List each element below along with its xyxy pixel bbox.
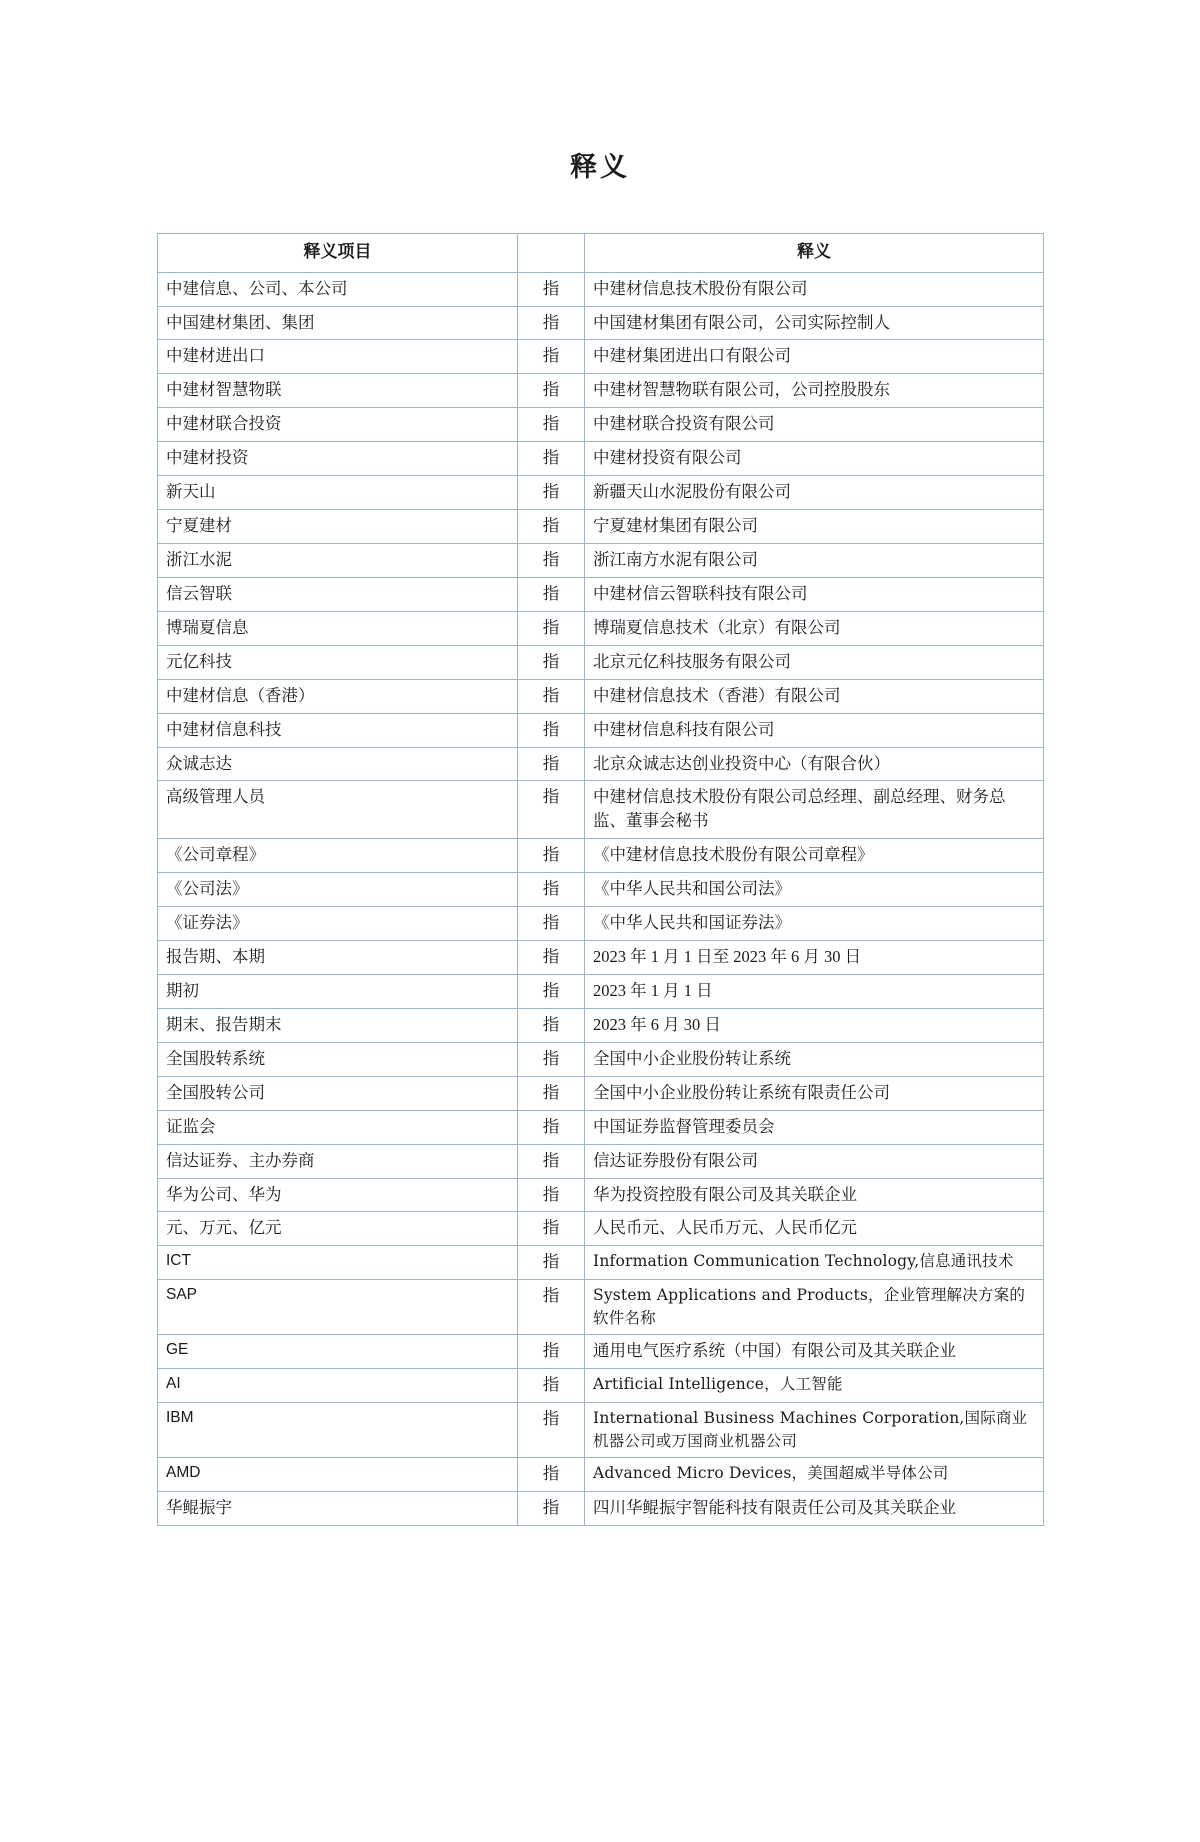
table-row bbox=[158, 611, 1044, 645]
cell-meaning: System Applications and Products，企业管理解决方案的软件名称 bbox=[585, 1280, 1044, 1335]
cell-term: 华鲲振宇 bbox=[158, 1491, 518, 1525]
cell-mark: 指 bbox=[518, 941, 585, 975]
cell-term: 中建材投资 bbox=[158, 442, 518, 476]
table-row bbox=[158, 1246, 1044, 1280]
cell-mark: 指 bbox=[518, 306, 585, 340]
table-row bbox=[158, 873, 1044, 907]
table-row bbox=[158, 476, 1044, 510]
cell-mark: 指 bbox=[518, 781, 585, 839]
cell-meaning: 《中建材信息技术股份有限公司章程》 bbox=[585, 839, 1044, 873]
cell-term: 证监会 bbox=[158, 1110, 518, 1144]
cell-term: AMD bbox=[158, 1458, 518, 1492]
cell-mark: 指 bbox=[518, 713, 585, 747]
cell-mark: 指 bbox=[518, 907, 585, 941]
table-row bbox=[158, 510, 1044, 544]
table-row bbox=[158, 577, 1044, 611]
cell-term: SAP bbox=[158, 1280, 518, 1335]
cell-meaning: 中建材投资有限公司 bbox=[585, 442, 1044, 476]
table-row bbox=[158, 1178, 1044, 1212]
cell-mark: 指 bbox=[518, 1246, 585, 1280]
cell-term: 中建信息、公司、本公司 bbox=[158, 272, 518, 306]
table-row bbox=[158, 1042, 1044, 1076]
cell-meaning: 《中华人民共和国证券法》 bbox=[585, 907, 1044, 941]
column-header-term: 释义项目 bbox=[158, 234, 518, 273]
cell-mark: 指 bbox=[518, 747, 585, 781]
table-row bbox=[158, 1369, 1044, 1403]
table-row bbox=[158, 544, 1044, 578]
table-row bbox=[158, 1008, 1044, 1042]
table-row bbox=[158, 1335, 1044, 1369]
cell-mark: 指 bbox=[518, 510, 585, 544]
cell-term: 新天山 bbox=[158, 476, 518, 510]
cell-meaning: 北京众诚志达创业投资中心（有限合伙） bbox=[585, 747, 1044, 781]
cell-mark: 指 bbox=[518, 645, 585, 679]
cell-meaning: 北京元亿科技服务有限公司 bbox=[585, 645, 1044, 679]
cell-meaning: 2023 年 6 月 30 日 bbox=[585, 1008, 1044, 1042]
cell-meaning: 人民币元、人民币万元、人民币亿元 bbox=[585, 1212, 1044, 1246]
table-row bbox=[158, 941, 1044, 975]
cell-term: 《公司章程》 bbox=[158, 839, 518, 873]
cell-term: ICT bbox=[158, 1246, 518, 1280]
definitions-table bbox=[157, 233, 1044, 1526]
cell-term: 中国建材集团、集团 bbox=[158, 306, 518, 340]
cell-meaning: 中建材信云智联科技有限公司 bbox=[585, 577, 1044, 611]
table-row bbox=[158, 408, 1044, 442]
cell-term: 全国股转公司 bbox=[158, 1076, 518, 1110]
cell-meaning: 浙江南方水泥有限公司 bbox=[585, 544, 1044, 578]
cell-term: 中建材智慧物联 bbox=[158, 374, 518, 408]
cell-mark: 指 bbox=[518, 975, 585, 1009]
table-row bbox=[158, 1458, 1044, 1492]
cell-meaning: 2023 年 1 月 1 日至 2023 年 6 月 30 日 bbox=[585, 941, 1044, 975]
cell-meaning: 中建材信息技术股份有限公司 bbox=[585, 272, 1044, 306]
cell-term: 华为公司、华为 bbox=[158, 1178, 518, 1212]
cell-mark: 指 bbox=[518, 577, 585, 611]
cell-term: 浙江水泥 bbox=[158, 544, 518, 578]
cell-term: 信达证券、主办券商 bbox=[158, 1144, 518, 1178]
cell-meaning: 中建材信息科技有限公司 bbox=[585, 713, 1044, 747]
table-header bbox=[158, 234, 1044, 273]
table-row bbox=[158, 1076, 1044, 1110]
cell-term: 中建材进出口 bbox=[158, 340, 518, 374]
cell-term: 众诚志达 bbox=[158, 747, 518, 781]
cell-meaning: 中国证券监督管理委员会 bbox=[585, 1110, 1044, 1144]
table-row bbox=[158, 975, 1044, 1009]
cell-term: 高级管理人员 bbox=[158, 781, 518, 839]
cell-term: 博瑞夏信息 bbox=[158, 611, 518, 645]
cell-meaning: 中建材智慧物联有限公司，公司控股股东 bbox=[585, 374, 1044, 408]
cell-term: 信云智联 bbox=[158, 577, 518, 611]
table-row bbox=[158, 442, 1044, 476]
table-row bbox=[158, 1280, 1044, 1335]
cell-term: 中建材信息（香港） bbox=[158, 679, 518, 713]
cell-mark: 指 bbox=[518, 1403, 585, 1458]
cell-term: 元亿科技 bbox=[158, 645, 518, 679]
table-row bbox=[158, 907, 1044, 941]
cell-mark: 指 bbox=[518, 1042, 585, 1076]
cell-term: IBM bbox=[158, 1403, 518, 1458]
cell-mark: 指 bbox=[518, 1178, 585, 1212]
table-row bbox=[158, 839, 1044, 873]
cell-meaning: 信达证券股份有限公司 bbox=[585, 1144, 1044, 1178]
table-row bbox=[158, 1403, 1044, 1458]
cell-mark: 指 bbox=[518, 1335, 585, 1369]
cell-term: 期初 bbox=[158, 975, 518, 1009]
table-row bbox=[158, 1212, 1044, 1246]
cell-mark: 指 bbox=[518, 1144, 585, 1178]
cell-term: 报告期、本期 bbox=[158, 941, 518, 975]
cell-mark: 指 bbox=[518, 1458, 585, 1492]
cell-term: AI bbox=[158, 1369, 518, 1403]
table-row bbox=[158, 306, 1044, 340]
table-row bbox=[158, 1144, 1044, 1178]
table-row bbox=[158, 374, 1044, 408]
table-row bbox=[158, 1110, 1044, 1144]
cell-meaning: International Business Machines Corporation,国际商业机器公司或万国商业机器公司 bbox=[585, 1403, 1044, 1458]
table-row bbox=[158, 679, 1044, 713]
cell-term: 《证券法》 bbox=[158, 907, 518, 941]
table-row bbox=[158, 1491, 1044, 1525]
document-page bbox=[0, 145, 1200, 1842]
cell-meaning: 2023 年 1 月 1 日 bbox=[585, 975, 1044, 1009]
cell-mark: 指 bbox=[518, 544, 585, 578]
cell-meaning: Artificial Intelligence，人工智能 bbox=[585, 1369, 1044, 1403]
cell-meaning: Advanced Micro Devices，美国超威半导体公司 bbox=[585, 1458, 1044, 1492]
table-row bbox=[158, 340, 1044, 374]
cell-mark: 指 bbox=[518, 839, 585, 873]
table-row bbox=[158, 645, 1044, 679]
cell-mark: 指 bbox=[518, 679, 585, 713]
column-header-meaning: 释义 bbox=[585, 234, 1044, 273]
cell-meaning: Information Communication Technology,信息通讯技术 bbox=[585, 1246, 1044, 1280]
cell-meaning: 通用电气医疗系统（中国）有限公司及其关联企业 bbox=[585, 1335, 1044, 1369]
cell-mark: 指 bbox=[518, 1369, 585, 1403]
cell-mark: 指 bbox=[518, 1008, 585, 1042]
cell-mark: 指 bbox=[518, 611, 585, 645]
table-header-row bbox=[158, 234, 1044, 273]
cell-meaning: 四川华鲲振宇智能科技有限责任公司及其关联企业 bbox=[585, 1491, 1044, 1525]
cell-mark: 指 bbox=[518, 442, 585, 476]
cell-term: 中建材信息科技 bbox=[158, 713, 518, 747]
table-row bbox=[158, 747, 1044, 781]
cell-mark: 指 bbox=[518, 1076, 585, 1110]
cell-mark: 指 bbox=[518, 476, 585, 510]
table-row bbox=[158, 272, 1044, 306]
column-header-mark bbox=[518, 234, 585, 273]
cell-term: 宁夏建材 bbox=[158, 510, 518, 544]
definitions-table-wrapper bbox=[157, 233, 1043, 1526]
cell-mark: 指 bbox=[518, 1491, 585, 1525]
cell-term: 《公司法》 bbox=[158, 873, 518, 907]
cell-meaning: 全国中小企业股份转让系统 bbox=[585, 1042, 1044, 1076]
cell-meaning: 全国中小企业股份转让系统有限责任公司 bbox=[585, 1076, 1044, 1110]
page-title: 释义 bbox=[570, 152, 630, 182]
table-row bbox=[158, 781, 1044, 839]
cell-meaning: 中建材信息技术股份有限公司总经理、副总经理、财务总监、董事会秘书 bbox=[585, 781, 1044, 839]
cell-term: 期末、报告期末 bbox=[158, 1008, 518, 1042]
table-body bbox=[158, 272, 1044, 1525]
cell-mark: 指 bbox=[518, 374, 585, 408]
cell-term: GE bbox=[158, 1335, 518, 1369]
cell-term: 元、万元、亿元 bbox=[158, 1212, 518, 1246]
cell-mark: 指 bbox=[518, 1110, 585, 1144]
cell-term: 中建材联合投资 bbox=[158, 408, 518, 442]
cell-mark: 指 bbox=[518, 340, 585, 374]
cell-meaning: 宁夏建材集团有限公司 bbox=[585, 510, 1044, 544]
cell-meaning: 博瑞夏信息技术（北京）有限公司 bbox=[585, 611, 1044, 645]
cell-meaning: 中国建材集团有限公司，公司实际控制人 bbox=[585, 306, 1044, 340]
cell-meaning: 新疆天山水泥股份有限公司 bbox=[585, 476, 1044, 510]
cell-meaning: 华为投资控股有限公司及其关联企业 bbox=[585, 1178, 1044, 1212]
table-row bbox=[158, 713, 1044, 747]
cell-term: 全国股转系统 bbox=[158, 1042, 518, 1076]
cell-mark: 指 bbox=[518, 408, 585, 442]
cell-meaning: 《中华人民共和国公司法》 bbox=[585, 873, 1044, 907]
cell-mark: 指 bbox=[518, 272, 585, 306]
cell-meaning: 中建材集团进出口有限公司 bbox=[585, 340, 1044, 374]
cell-meaning: 中建材信息技术（香港）有限公司 bbox=[585, 679, 1044, 713]
cell-mark: 指 bbox=[518, 1280, 585, 1335]
cell-mark: 指 bbox=[518, 1212, 585, 1246]
cell-meaning: 中建材联合投资有限公司 bbox=[585, 408, 1044, 442]
cell-mark: 指 bbox=[518, 873, 585, 907]
